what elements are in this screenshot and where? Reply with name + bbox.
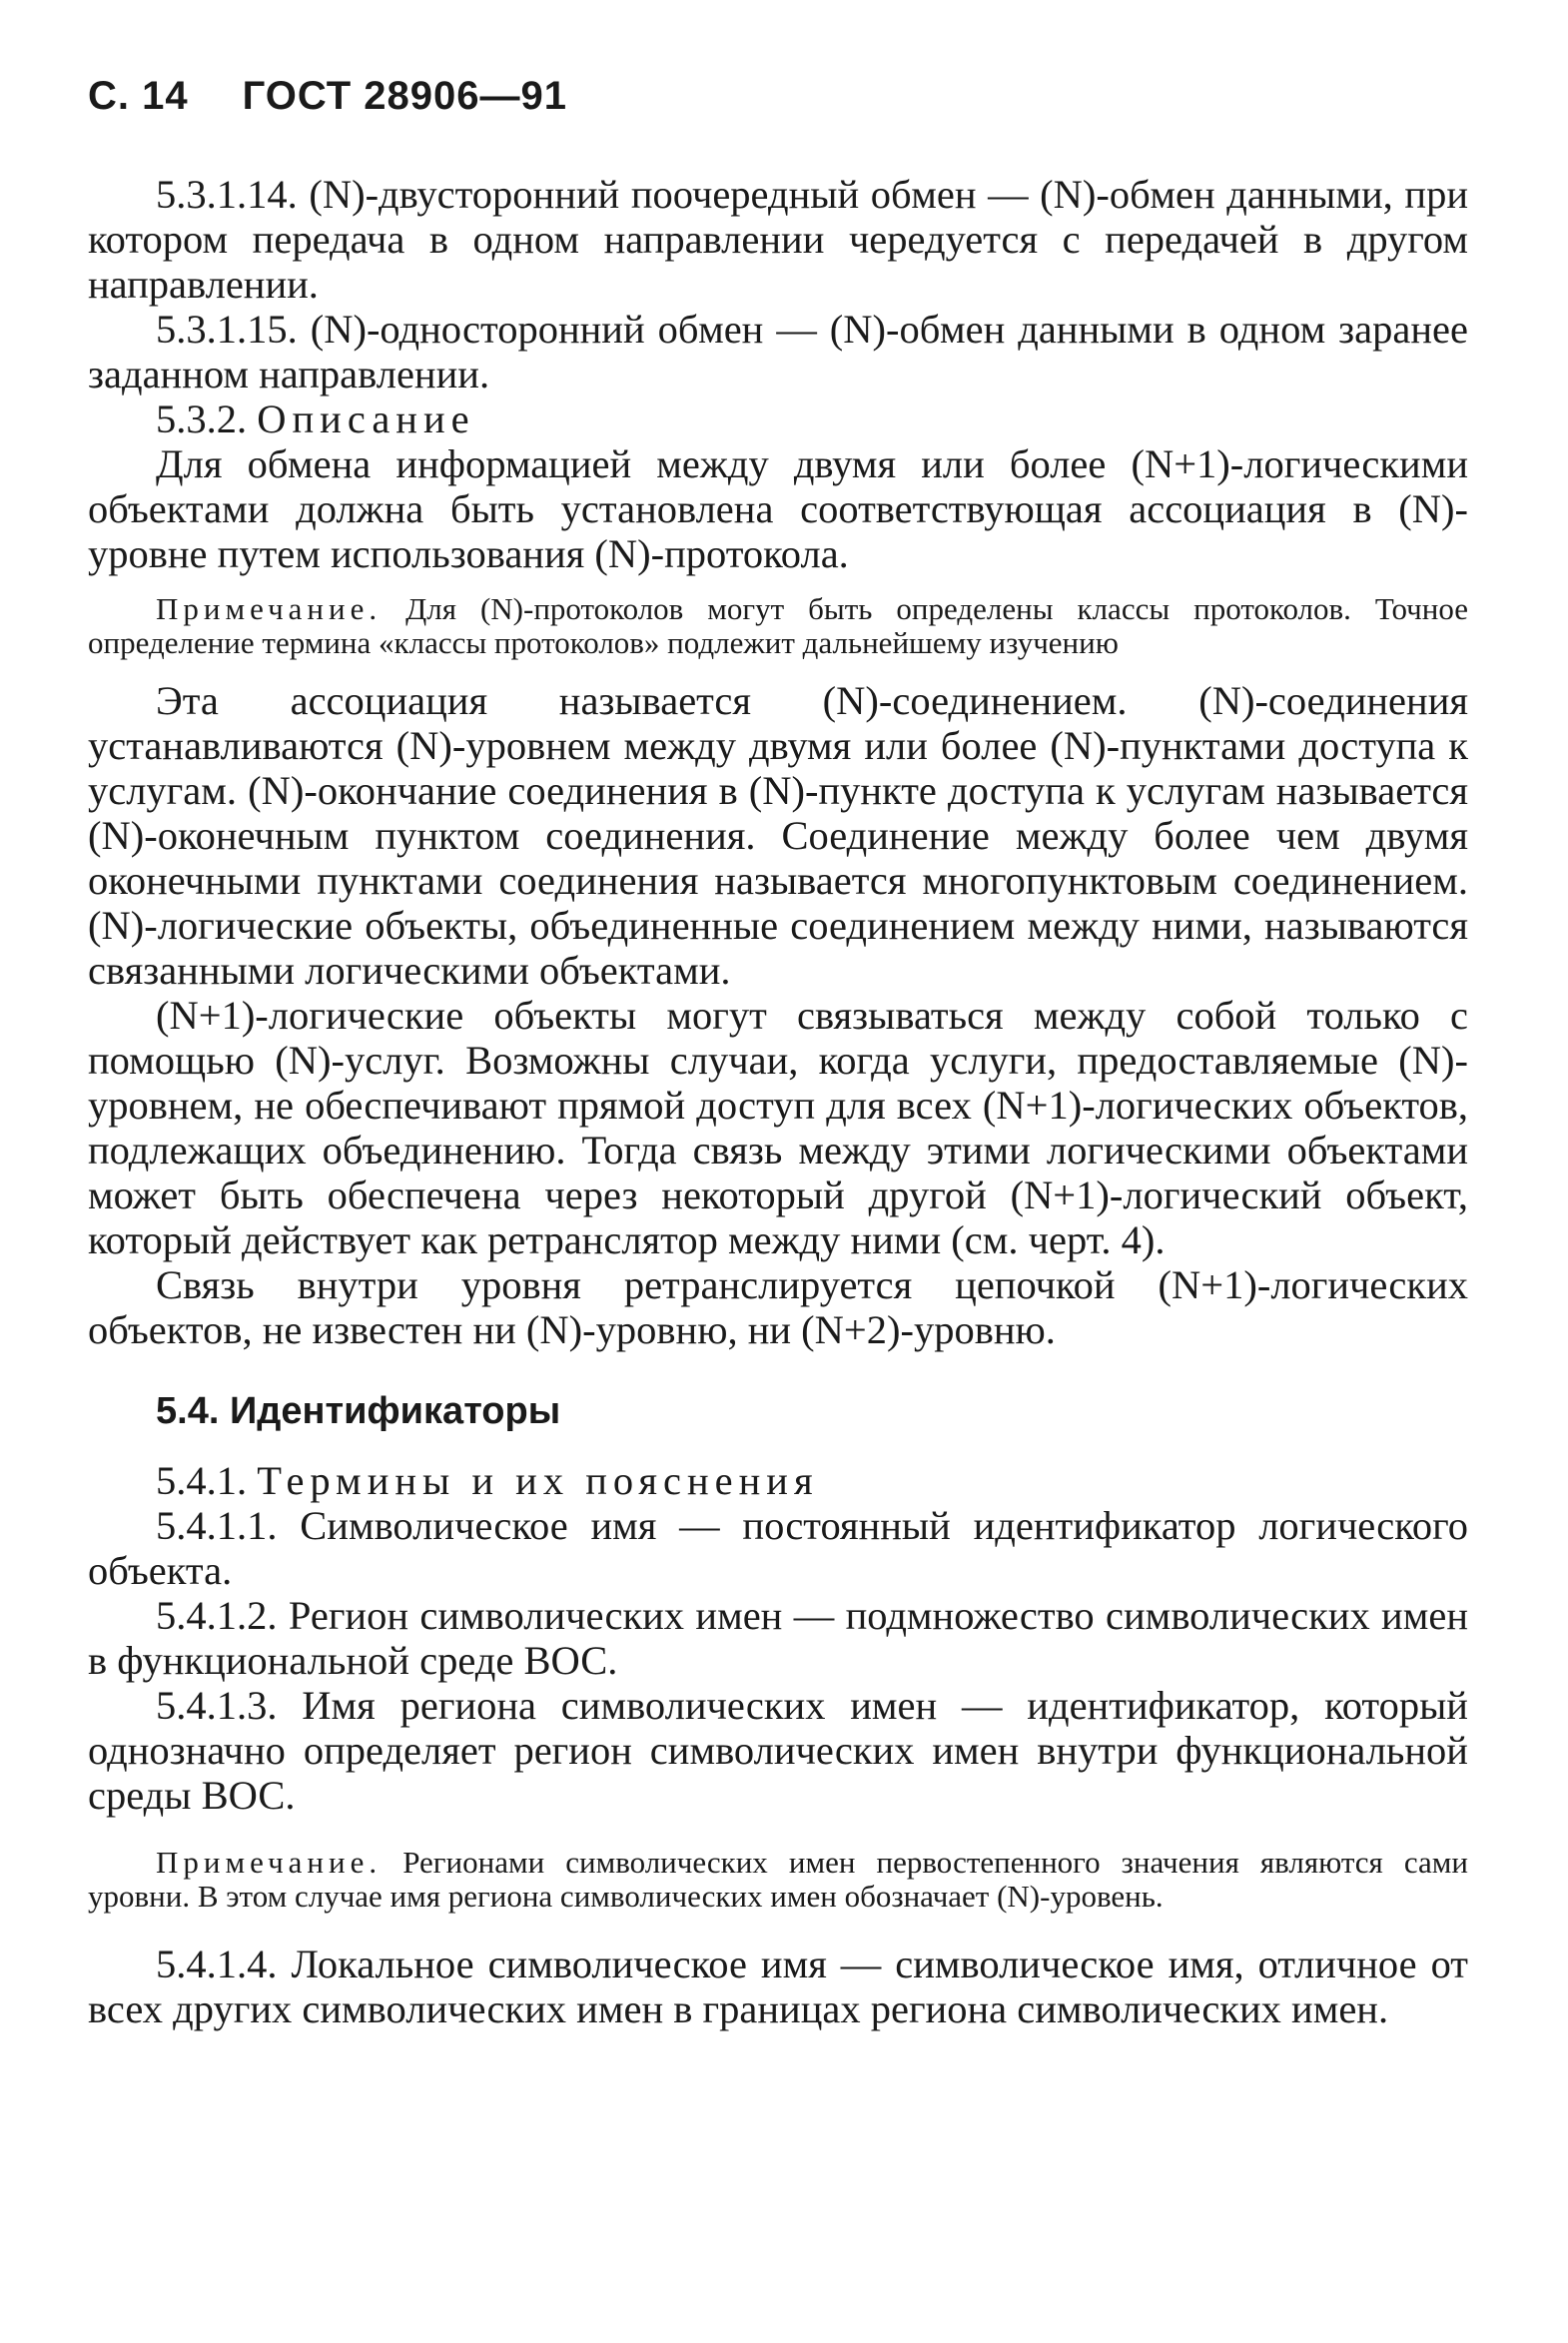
- note-text: Для (N)-протоколов могут быть определены классы протоколов. Точное определение термина «классы протоколов» подлежит дальнейшему изучению: [88, 591, 1468, 660]
- standard-id: ГОСТ 28906—91: [242, 74, 568, 118]
- paragraph-chain: Связь внутри уровня ретранслируется цепочкой (N+1)-логических объектов, не известен ни (N)-уровню, ни (N+2)-уровню.: [88, 1262, 1468, 1352]
- note-regions: [88, 1846, 1468, 1914]
- paragraph-5-3-1-15: 5.3.1.15. (N)-односторонний обмен — (N)-обмен данными в одном заранее заданном направлении.: [88, 307, 1468, 396]
- paragraph-5-4-1-4: 5.4.1.4. Локальное символическое имя — символическое имя, отличное от всех других символических имен в границах региона символических имен.: [88, 1942, 1468, 2031]
- paragraph-5-4-1-2: 5.4.1.2. Регион символических имен — подмножество символических имен в функциональной среде ВОС.: [88, 1593, 1468, 1683]
- note-protocols: [88, 592, 1468, 660]
- section-heading-5-4: 5.4. Идентификаторы: [156, 1390, 561, 1432]
- note-label: Примечание.: [156, 1845, 383, 1880]
- subsection-title: Термины и их пояснения: [257, 1458, 819, 1503]
- subsection-number: 5.4.1.: [156, 1458, 248, 1503]
- paragraph-association: Для обмена информацией между двумя или более (N+1)-логическими объектами должна быть установлена соответствующая ассоциация в (N)-уровне путем использования (N)-протокола.: [88, 441, 1468, 576]
- subsection-5-4-1: [88, 1458, 1468, 1503]
- page-header: [88, 70, 1468, 122]
- subsection-number: 5.3.2.: [156, 396, 248, 441]
- page-number: С. 14: [88, 74, 189, 118]
- subsection-title: Описание: [257, 396, 475, 441]
- paragraph-relay: (N+1)-логические объекты могут связываться между собой только с помощью (N)-услуг. Возможны случаи, когда услуги, предоставляемые (N)-уровнем, не обеспечивают прямой доступ для всех (N+1)-логических объектов, подлежащих объединению. Тогда связь между этими логическими объектами может быть обеспечена через некоторый другой (N+1)-логический объект, который действует как ретранслятор между ними (см. черт. 4).: [88, 993, 1468, 1262]
- note-text: Регионами символических имен первостепенного значения являются сами уровни. В этом случае имя региона символических имен обозначает (N)-уровень.: [88, 1845, 1468, 1914]
- paragraph-5-3-1-14: 5.3.1.14. (N)-двусторонний поочередный обмен — (N)-обмен данными, при котором передача в одном направлении чередуется с передачей в другом направлении.: [88, 172, 1468, 307]
- paragraph-5-4-1-3: 5.4.1.3. Имя региона символических имен — идентификатор, который однозначно определяет регион символических имен внутри функциональной среды ВОС.: [88, 1683, 1468, 1818]
- paragraph-connection: Эта ассоциация называется (N)-соединением. (N)-соединения устанавливаются (N)-уровнем между двумя или более (N)-пунктами доступа к услугам. (N)-окончание соединения в (N)-пункте доступа к услугам называется (N)-оконечным пунктом соединения. Соединение между более чем двумя оконечными пунктами соединения называется многопунктовым соединением. (N)-логические объекты, объединенные соединением между ними, называются связанными логическими объектами.: [88, 678, 1468, 993]
- paragraph-5-4-1-1: 5.4.1.1. Символическое имя — постоянный идентификатор логического объекта.: [88, 1503, 1468, 1593]
- body-text: [88, 172, 1468, 2031]
- subsection-5-3-2: [88, 396, 1468, 441]
- note-label: Примечание.: [156, 591, 383, 626]
